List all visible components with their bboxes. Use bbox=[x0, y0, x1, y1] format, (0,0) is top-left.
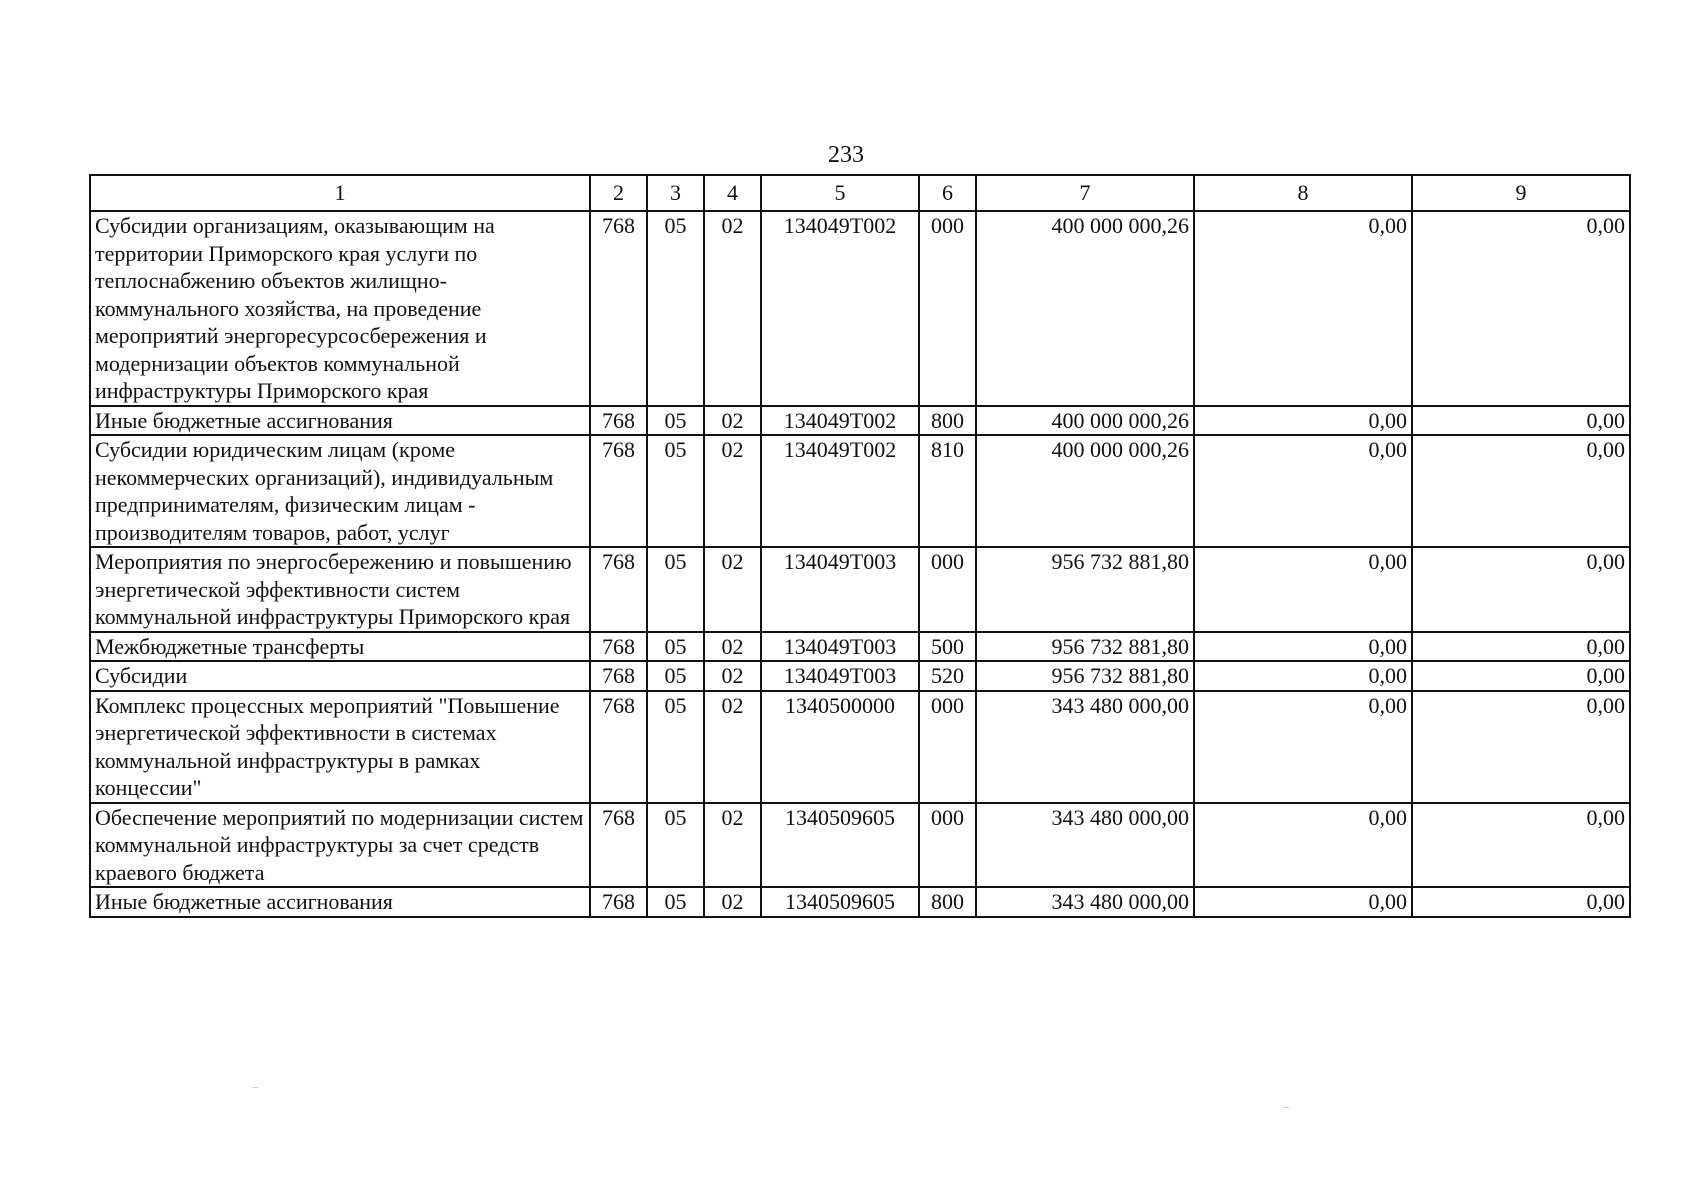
section-code-cell: 05 bbox=[647, 803, 704, 888]
section-code-cell: 05 bbox=[647, 887, 704, 917]
amount-col7-cell: 400 000 000,26 bbox=[976, 435, 1194, 547]
section-code-cell: 05 bbox=[647, 547, 704, 632]
section-code-cell: 05 bbox=[647, 632, 704, 662]
subsection-code-cell: 02 bbox=[704, 406, 761, 436]
column-header-3: 3 bbox=[647, 175, 704, 211]
expense-type-cell: 800 bbox=[919, 406, 976, 436]
amount-col9-cell: 0,00 bbox=[1412, 211, 1630, 406]
expense-type-cell: 000 bbox=[919, 547, 976, 632]
page-number: 233 bbox=[828, 142, 864, 168]
amount-col9-cell: 0,00 bbox=[1412, 887, 1630, 917]
subsection-code-cell: 02 bbox=[704, 547, 761, 632]
expense-type-cell: 000 bbox=[919, 803, 976, 888]
column-header-9: 9 bbox=[1412, 175, 1630, 211]
row-name-cell: Субсидии юридическим лицам (кроме некоммерческих организаций), индивидуальным предпринимателям, физическим лицам - производителям товаров, работ, услуг bbox=[90, 435, 590, 547]
row-name-cell: Обеспечение мероприятий по модернизации систем коммунальной инфраструктуры за счет средств краевого бюджета bbox=[90, 803, 590, 888]
row-name-cell: Иные бюджетные ассигнования bbox=[90, 406, 590, 436]
table-row bbox=[90, 547, 1630, 632]
table-row bbox=[90, 632, 1630, 662]
amount-col7-cell: 343 480 000,00 bbox=[976, 803, 1194, 888]
subsection-code-cell: 02 bbox=[704, 632, 761, 662]
subsection-code-cell: 02 bbox=[704, 803, 761, 888]
expense-type-cell: 000 bbox=[919, 211, 976, 406]
amount-col8-cell: 0,00 bbox=[1194, 661, 1412, 691]
expense-type-cell: 000 bbox=[919, 691, 976, 803]
ministry-code-cell: 768 bbox=[590, 406, 647, 436]
scan-speck bbox=[1283, 1107, 1289, 1108]
amount-col8-cell: 0,00 bbox=[1194, 406, 1412, 436]
amount-col9-cell: 0,00 bbox=[1412, 691, 1630, 803]
column-header-7: 7 bbox=[976, 175, 1194, 211]
expense-type-cell: 520 bbox=[919, 661, 976, 691]
subsection-code-cell: 02 bbox=[704, 691, 761, 803]
ministry-code-cell: 768 bbox=[590, 211, 647, 406]
amount-col7-cell: 956 732 881,80 bbox=[976, 661, 1194, 691]
amount-col8-cell: 0,00 bbox=[1194, 435, 1412, 547]
column-header-4: 4 bbox=[704, 175, 761, 211]
column-header-5: 5 bbox=[761, 175, 919, 211]
expense-type-cell: 810 bbox=[919, 435, 976, 547]
ministry-code-cell: 768 bbox=[590, 803, 647, 888]
section-code-cell: 05 bbox=[647, 211, 704, 406]
target-article-cell: 134049Т002 bbox=[761, 406, 919, 436]
amount-col7-cell: 956 732 881,80 bbox=[976, 632, 1194, 662]
row-name-cell: Мероприятия по энергосбережению и повышению энергетической эффективности систем коммунальной инфраструктуры Приморского края bbox=[90, 547, 590, 632]
column-header-1: 1 bbox=[90, 175, 590, 211]
table-row bbox=[90, 661, 1630, 691]
section-code-cell: 05 bbox=[647, 435, 704, 547]
table-row bbox=[90, 803, 1630, 888]
amount-col8-cell: 0,00 bbox=[1194, 803, 1412, 888]
target-article-cell: 134049Т003 bbox=[761, 632, 919, 662]
amount-col9-cell: 0,00 bbox=[1412, 547, 1630, 632]
amount-col8-cell: 0,00 bbox=[1194, 211, 1412, 406]
ministry-code-cell: 768 bbox=[590, 887, 647, 917]
target-article-cell: 1340509605 bbox=[761, 803, 919, 888]
amount-col9-cell: 0,00 bbox=[1412, 803, 1630, 888]
amount-col9-cell: 0,00 bbox=[1412, 661, 1630, 691]
ministry-code-cell: 768 bbox=[590, 435, 647, 547]
section-code-cell: 05 bbox=[647, 406, 704, 436]
subsection-code-cell: 02 bbox=[704, 211, 761, 406]
row-name-cell: Субсидии bbox=[90, 661, 590, 691]
target-article-cell: 134049Т002 bbox=[761, 211, 919, 406]
amount-col9-cell: 0,00 bbox=[1412, 406, 1630, 436]
table-row bbox=[90, 435, 1630, 547]
subsection-code-cell: 02 bbox=[704, 661, 761, 691]
column-header-2: 2 bbox=[590, 175, 647, 211]
target-article-cell: 1340509605 bbox=[761, 887, 919, 917]
budget-table bbox=[89, 174, 1631, 918]
ministry-code-cell: 768 bbox=[590, 547, 647, 632]
section-code-cell: 05 bbox=[647, 691, 704, 803]
scan-speck bbox=[252, 1087, 258, 1088]
subsection-code-cell: 02 bbox=[704, 887, 761, 917]
ministry-code-cell: 768 bbox=[590, 691, 647, 803]
subsection-code-cell: 02 bbox=[704, 435, 761, 547]
expense-type-cell: 800 bbox=[919, 887, 976, 917]
amount-col7-cell: 956 732 881,80 bbox=[976, 547, 1194, 632]
amount-col8-cell: 0,00 bbox=[1194, 547, 1412, 632]
amount-col8-cell: 0,00 bbox=[1194, 887, 1412, 917]
target-article-cell: 134049Т002 bbox=[761, 435, 919, 547]
row-name-cell: Комплекс процессных мероприятий "Повышение энергетической эффективности в системах коммунальной инфраструктуры в рамках концессии" bbox=[90, 691, 590, 803]
ministry-code-cell: 768 bbox=[590, 661, 647, 691]
amount-col7-cell: 400 000 000,26 bbox=[976, 406, 1194, 436]
table-row bbox=[90, 887, 1630, 917]
expense-type-cell: 500 bbox=[919, 632, 976, 662]
amount-col7-cell: 400 000 000,26 bbox=[976, 211, 1194, 406]
target-article-cell: 134049Т003 bbox=[761, 661, 919, 691]
table-row bbox=[90, 211, 1630, 406]
amount-col9-cell: 0,00 bbox=[1412, 632, 1630, 662]
column-header-8: 8 bbox=[1194, 175, 1412, 211]
table-row bbox=[90, 406, 1630, 436]
amount-col8-cell: 0,00 bbox=[1194, 632, 1412, 662]
amount-col7-cell: 343 480 000,00 bbox=[976, 691, 1194, 803]
table-row bbox=[90, 691, 1630, 803]
ministry-code-cell: 768 bbox=[590, 632, 647, 662]
amount-col9-cell: 0,00 bbox=[1412, 435, 1630, 547]
row-name-cell: Субсидии организациям, оказывающим на территории Приморского края услуги по теплоснабжению объектов жилищно-коммунального хозяйства, на проведение мероприятий энергоресурсосбережения и модернизации объектов коммунальной инфраструктуры Приморского края bbox=[90, 211, 590, 406]
target-article-cell: 1340500000 bbox=[761, 691, 919, 803]
target-article-cell: 134049Т003 bbox=[761, 547, 919, 632]
row-name-cell: Иные бюджетные ассигнования bbox=[90, 887, 590, 917]
column-header-6: 6 bbox=[919, 175, 976, 211]
section-code-cell: 05 bbox=[647, 661, 704, 691]
amount-col8-cell: 0,00 bbox=[1194, 691, 1412, 803]
table-header-row bbox=[90, 175, 1630, 211]
row-name-cell: Межбюджетные трансферты bbox=[90, 632, 590, 662]
amount-col7-cell: 343 480 000,00 bbox=[976, 887, 1194, 917]
